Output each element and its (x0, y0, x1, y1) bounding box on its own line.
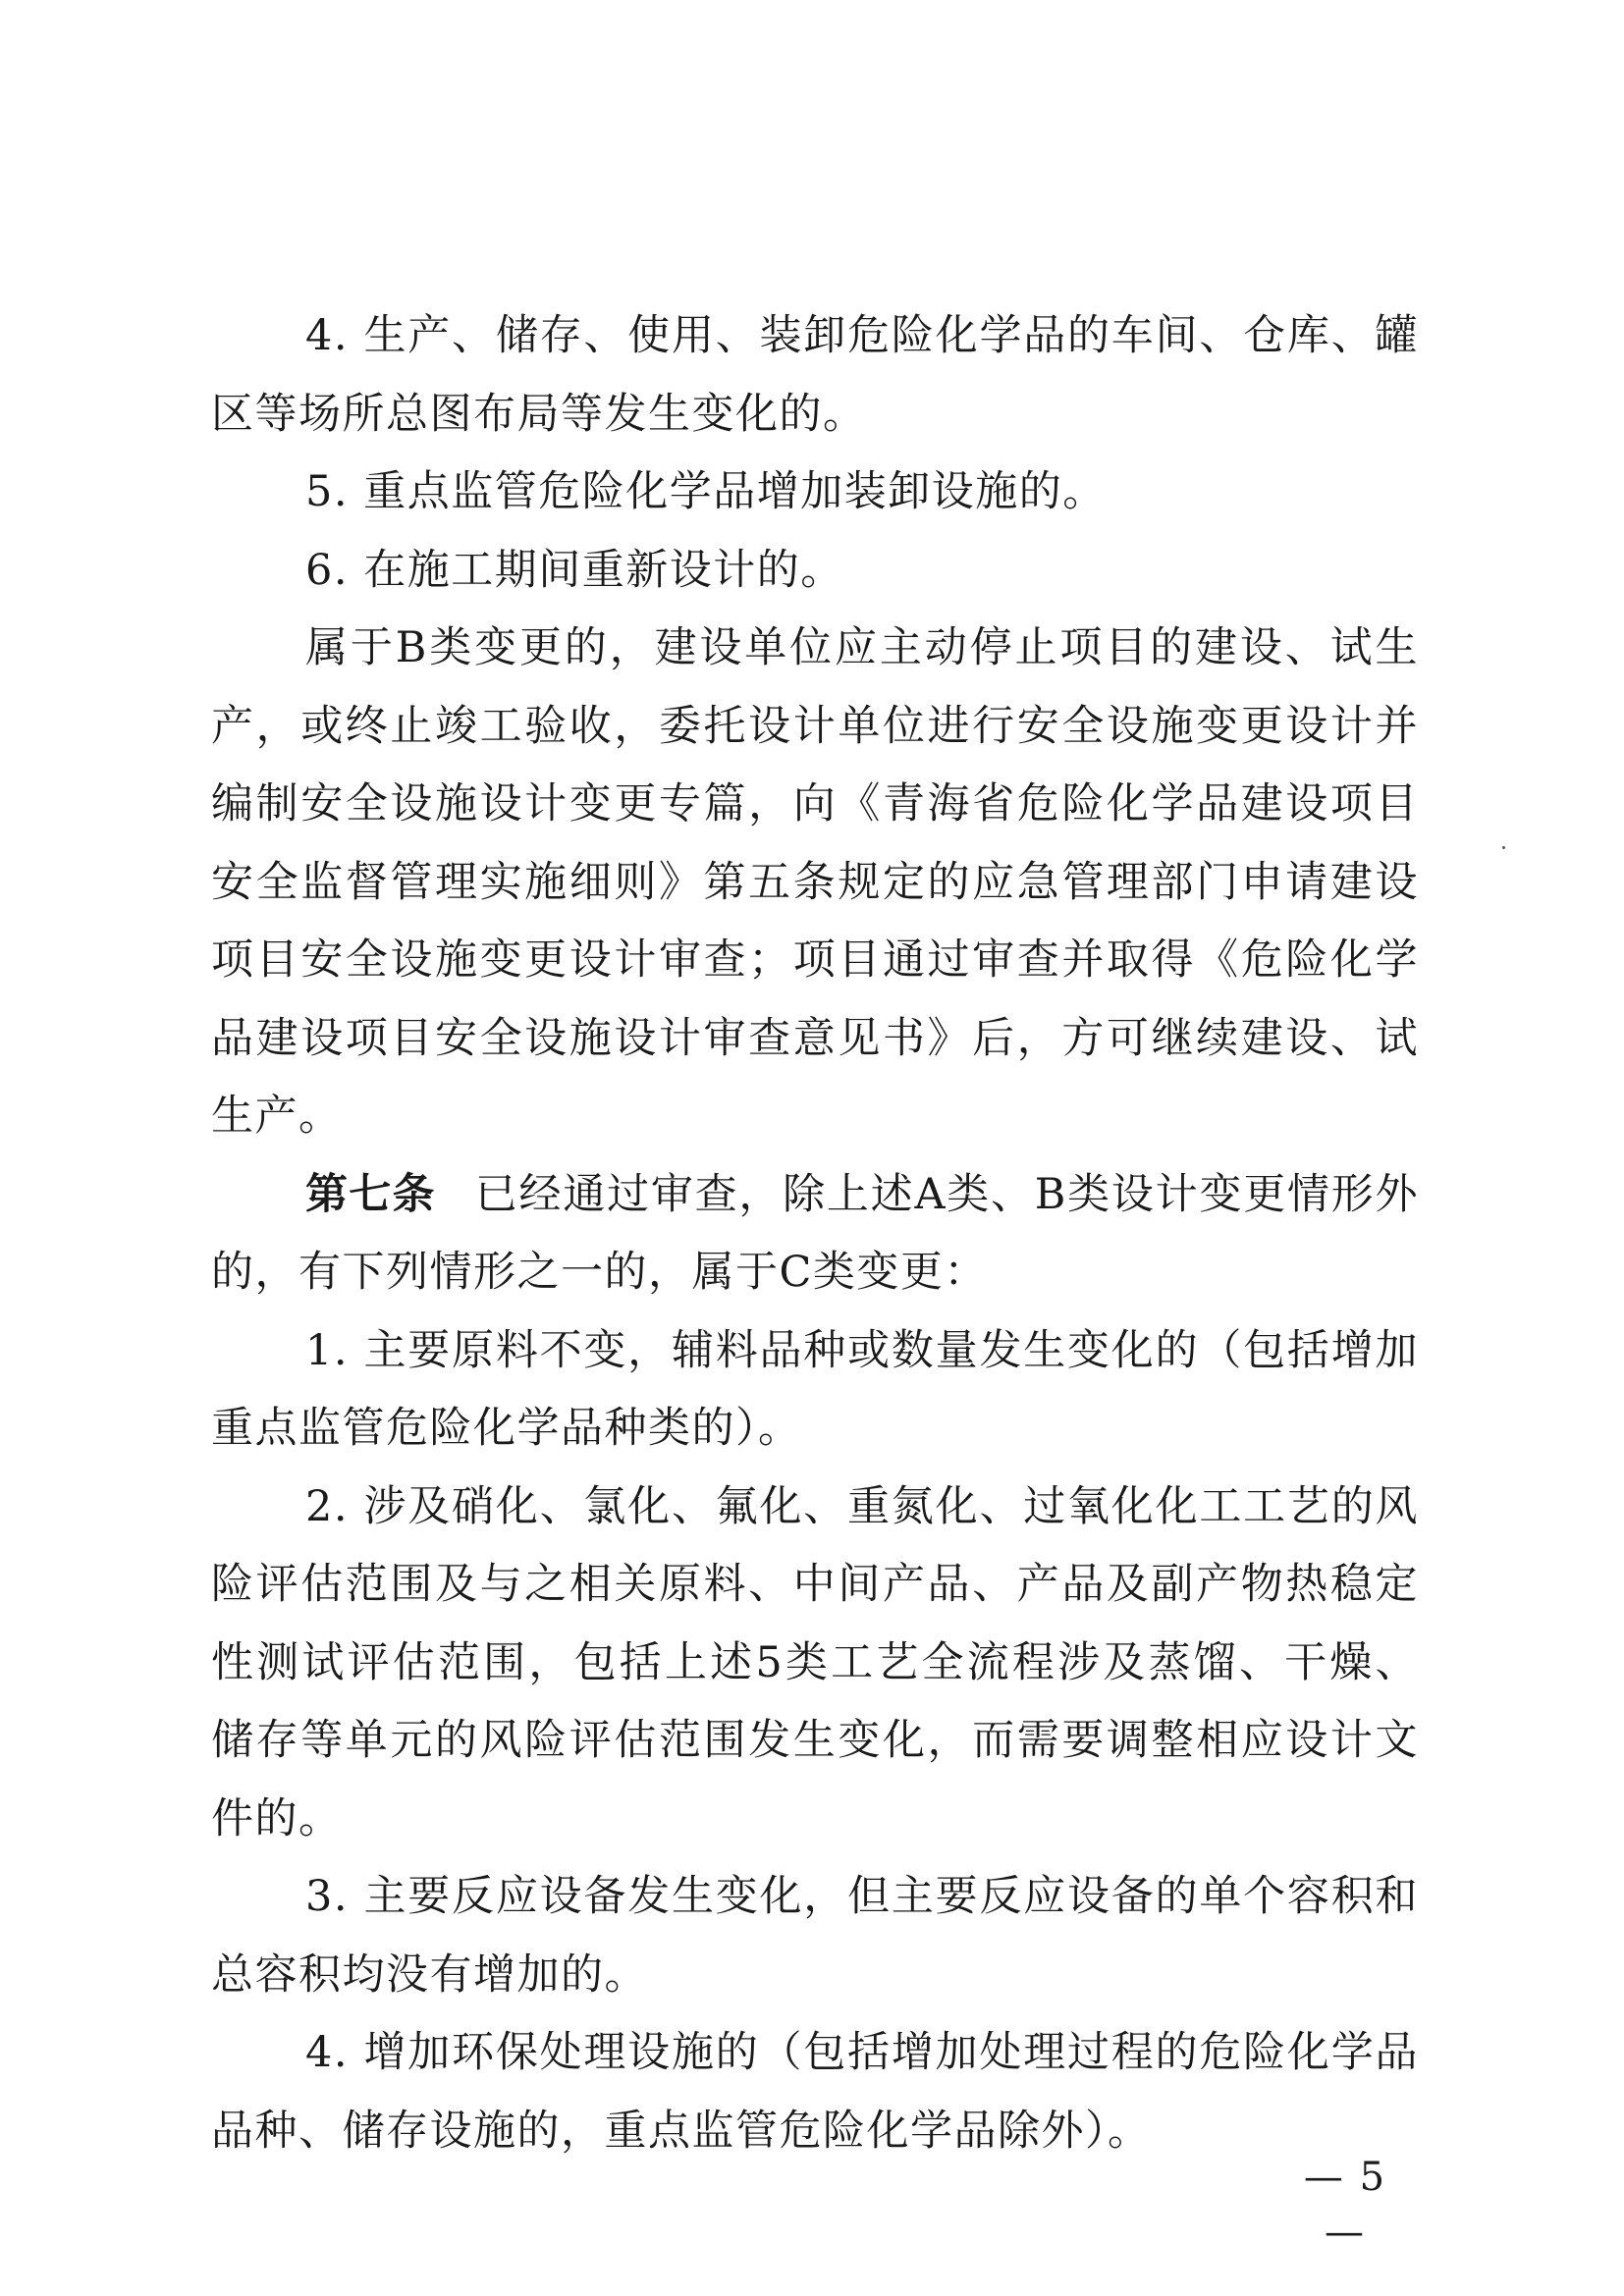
scan-speck (1502, 846, 1505, 849)
document-body (211, 297, 1419, 2170)
article-seven (211, 1156, 1419, 1312)
c-item-3: 3. 主要反应设备发生变化，但主要反应设备的单个容积和总容积均没有增加的。 (211, 1872, 1419, 2000)
article-seven-text: 已经通过审查，除上述A类、B类设计变更情形外的，有下列情形之一的，属于C类变更： (211, 1169, 1419, 1297)
paragraph-item-5: 5. 重点监管危险化学品增加装卸设施的。 (305, 467, 1107, 516)
c-item-2: 2. 涉及硝化、氯化、氟化、重氮化、过氧化化工工艺的风险评估范围及与之相关原料、中间产品、产品及副产物热稳定性测试评估范围，包括上述5类工艺全流程涉及蒸馏、干燥、储存等单元的风险评估范围发生变化，而需要调整相应设计文件的。 (211, 1481, 1419, 1843)
c-item-4: 4. 增加环保处理设施的（包括增加处理过程的危险化学品品种、储存设施的，重点监管危险化学品除外）。 (211, 2028, 1419, 2156)
page-number: — 5 — (1303, 2155, 1387, 2255)
c-item-1: 1. 主要原料不变，辅料品种或数量发生变化的（包括增加重点监管危险化学品种类的）。 (211, 1325, 1419, 1453)
article-seven-heading: 第七条 (305, 1169, 436, 1219)
paragraph-class-b: 属于B类变更的，建设单位应主动停止项目的建设、试生产，或终止竣工验收，委托设计单位进行安全设施变更设计并编制安全设施设计变更专篇，向《青海省危险化学品建设项目安全监督管理实施细则》第五条规定的应急管理部门申请建设项目安全设施变更设计审查；项目通过审查并取得《危险化学品建设项目安全设施设计审查意见书》后，方可继续建设、试生产。 (211, 623, 1419, 1141)
paragraph-item-4: 4. 生产、储存、使用、装卸危险化学品的车间、仓库、罐区等场所总图布局等发生变化的。 (211, 311, 1419, 439)
paragraph-item-6: 6. 在施工期间重新设计的。 (305, 545, 844, 595)
